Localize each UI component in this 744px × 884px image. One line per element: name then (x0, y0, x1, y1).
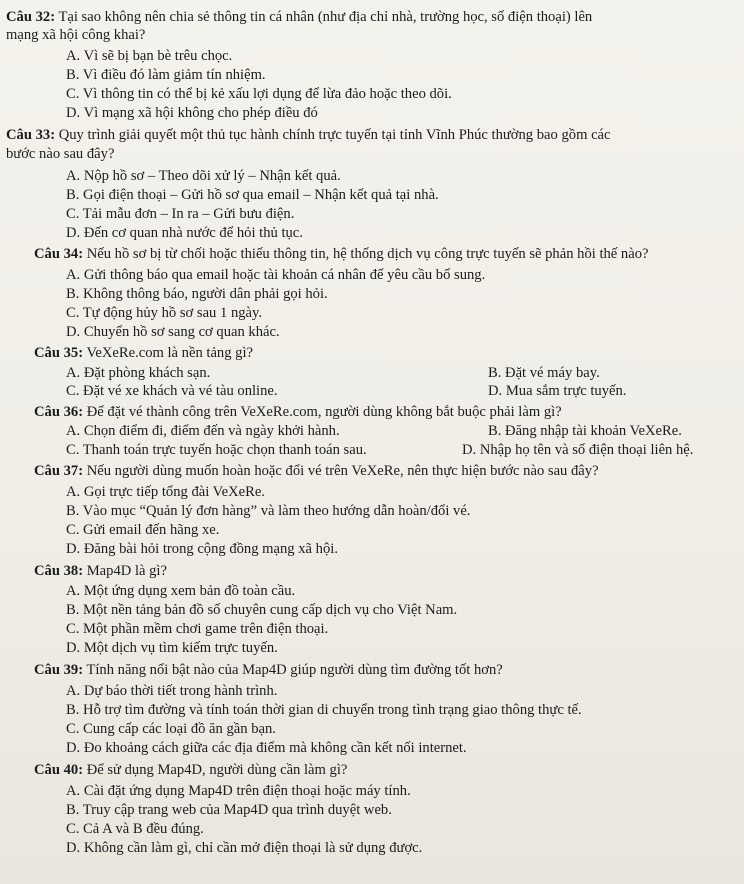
option-32-b: B. Vì điều đó làm giảm tín nhiệm. (66, 67, 266, 83)
option-39-c: C. Cung cấp các loại đồ ăn gần bạn. (66, 721, 276, 737)
question-35 (34, 344, 253, 362)
option-33-c: C. Tải mẫu đơn – In ra – Gửi bưu điện. (66, 206, 295, 222)
option-34-a: A. Gửi thông báo qua email hoặc tài khoản cá nhân để yêu cầu bổ sung. (66, 267, 486, 283)
question-37 (34, 462, 599, 480)
option-38-c: C. Một phần mềm chơi game trên điện thoại. (66, 621, 329, 637)
question-text: Nếu người dùng muốn hoàn hoặc đổi vé trên VeXeRe, nên thực hiện bước nào sau đây? (83, 463, 599, 479)
question-text: Tính năng nổi bật nào của Map4D giúp người dùng tìm đường tốt hơn? (83, 662, 503, 678)
question-label: Câu 34: (34, 246, 84, 262)
question-32-cont: mạng xã hội công khai? (6, 27, 146, 43)
option-39-d: D. Đo khoảng cách giữa các địa điểm mà không cần kết nối internet. (66, 740, 467, 756)
option-35-b: B. Đặt vé máy bay. (488, 365, 600, 381)
question-38 (34, 562, 167, 580)
option-40-a: A. Cài đặt ứng dụng Map4D trên điện thoại hoặc máy tính. (66, 783, 411, 799)
question-39 (34, 661, 503, 679)
question-label: Câu 38: (34, 563, 84, 579)
question-33-cont: bước nào sau đây? (6, 146, 115, 162)
question-label: Câu 40: (34, 762, 84, 778)
question-label: Câu 32: (6, 9, 56, 25)
question-text: Tại sao không nên chia sẻ thông tin cá nhân (như địa chỉ nhà, trường học, số điện thoại) lên (55, 9, 593, 25)
question-label: Câu 37: (34, 463, 84, 479)
option-38-b: B. Một nền tảng bản đồ số chuyên cung cấp dịch vụ cho Việt Nam. (66, 602, 458, 618)
option-34-d: D. Chuyển hồ sơ sang cơ quan khác. (66, 324, 280, 340)
option-34-b: B. Không thông báo, người dân phải gọi hỏi. (66, 286, 328, 302)
question-label: Câu 35: (34, 345, 84, 361)
question-32 (6, 8, 592, 26)
option-32-d: D. Vì mạng xã hội không cho phép điều đó (66, 105, 318, 121)
option-37-b: B. Vào mục “Quản lý đơn hàng” và làm theo hướng dẫn hoàn/đổi vé. (66, 503, 471, 519)
option-36-b: B. Đăng nhập tài khoản VeXeRe. (488, 423, 682, 439)
option-40-b: B. Truy cập trang web của Map4D qua trình duyệt web. (66, 802, 392, 818)
question-text: Để sử dụng Map4D, người dùng cần làm gì? (83, 762, 348, 778)
option-39-a: A. Dự báo thời tiết trong hành trình. (66, 683, 278, 699)
question-label: Câu 36: (34, 404, 84, 420)
option-38-d: D. Một dịch vụ tìm kiếm trực tuyến. (66, 640, 278, 656)
question-text: Để đặt vé thành công trên VeXeRe.com, người dùng không bắt buộc phải làm gì? (83, 404, 562, 420)
option-33-d: D. Đến cơ quan nhà nước để hỏi thủ tục. (66, 225, 303, 241)
option-35-a: A. Đặt phòng khách sạn. (66, 365, 211, 381)
option-35-c: C. Đặt vé xe khách và vé tàu online. (66, 383, 278, 399)
question-36 (34, 403, 562, 421)
option-40-c: C. Cả A và B đều đúng. (66, 821, 204, 837)
option-40-d: D. Không cần làm gì, chỉ cần mở điện thoại là sử dụng được. (66, 840, 423, 856)
option-32-a: A. Vì sẽ bị bạn bè trêu chọc. (66, 48, 233, 64)
option-36-d: D. Nhập họ tên và số điện thoại liên hệ. (462, 442, 694, 458)
question-text: Map4D là gì? (83, 563, 167, 579)
question-33 (6, 126, 611, 144)
option-37-c: C. Gửi email đến hãng xe. (66, 522, 220, 538)
option-39-b: B. Hỗ trợ tìm đường và tính toán thời gian di chuyển trong tình trạng giao thông thực tế. (66, 702, 582, 718)
option-32-c: C. Vì thông tin có thể bị kẻ xấu lợi dụng để lừa đảo hoặc theo dõi. (66, 86, 452, 102)
option-33-b: B. Gọi điện thoại – Gửi hồ sơ qua email – Nhận kết quả tại nhà. (66, 187, 439, 203)
question-label: Câu 33: (6, 127, 56, 143)
option-33-a: A. Nộp hồ sơ – Theo dõi xử lý – Nhận kết quả. (66, 168, 341, 184)
question-label: Câu 39: (34, 662, 84, 678)
option-38-a: A. Một ứng dụng xem bản đồ toàn cầu. (66, 583, 296, 599)
option-35-d: D. Mua sắm trực tuyến. (488, 383, 627, 399)
question-text: VeXeRe.com là nền tảng gì? (83, 345, 253, 361)
option-34-c: C. Tự động hủy hồ sơ sau 1 ngày. (66, 305, 263, 321)
question-40 (34, 761, 347, 779)
option-36-a: A. Chọn điểm đi, điểm đến và ngày khởi hành. (66, 423, 340, 439)
question-34 (34, 245, 648, 263)
question-text: Nếu hồ sơ bị từ chối hoặc thiếu thông tin, hệ thống dịch vụ công trực tuyến sẽ phản hồi thế nào? (83, 246, 649, 262)
option-36-c: C. Thanh toán trực tuyến hoặc chọn thanh toán sau. (66, 442, 367, 458)
question-text: Quy trình giải quyết một thủ tục hành chính trực tuyến tại tỉnh Vĩnh Phúc thường bao gồm các (55, 127, 611, 143)
option-37-d: D. Đăng bài hỏi trong cộng đồng mạng xã hội. (66, 541, 338, 557)
option-37-a: A. Gọi trực tiếp tổng đài VeXeRe. (66, 484, 265, 500)
